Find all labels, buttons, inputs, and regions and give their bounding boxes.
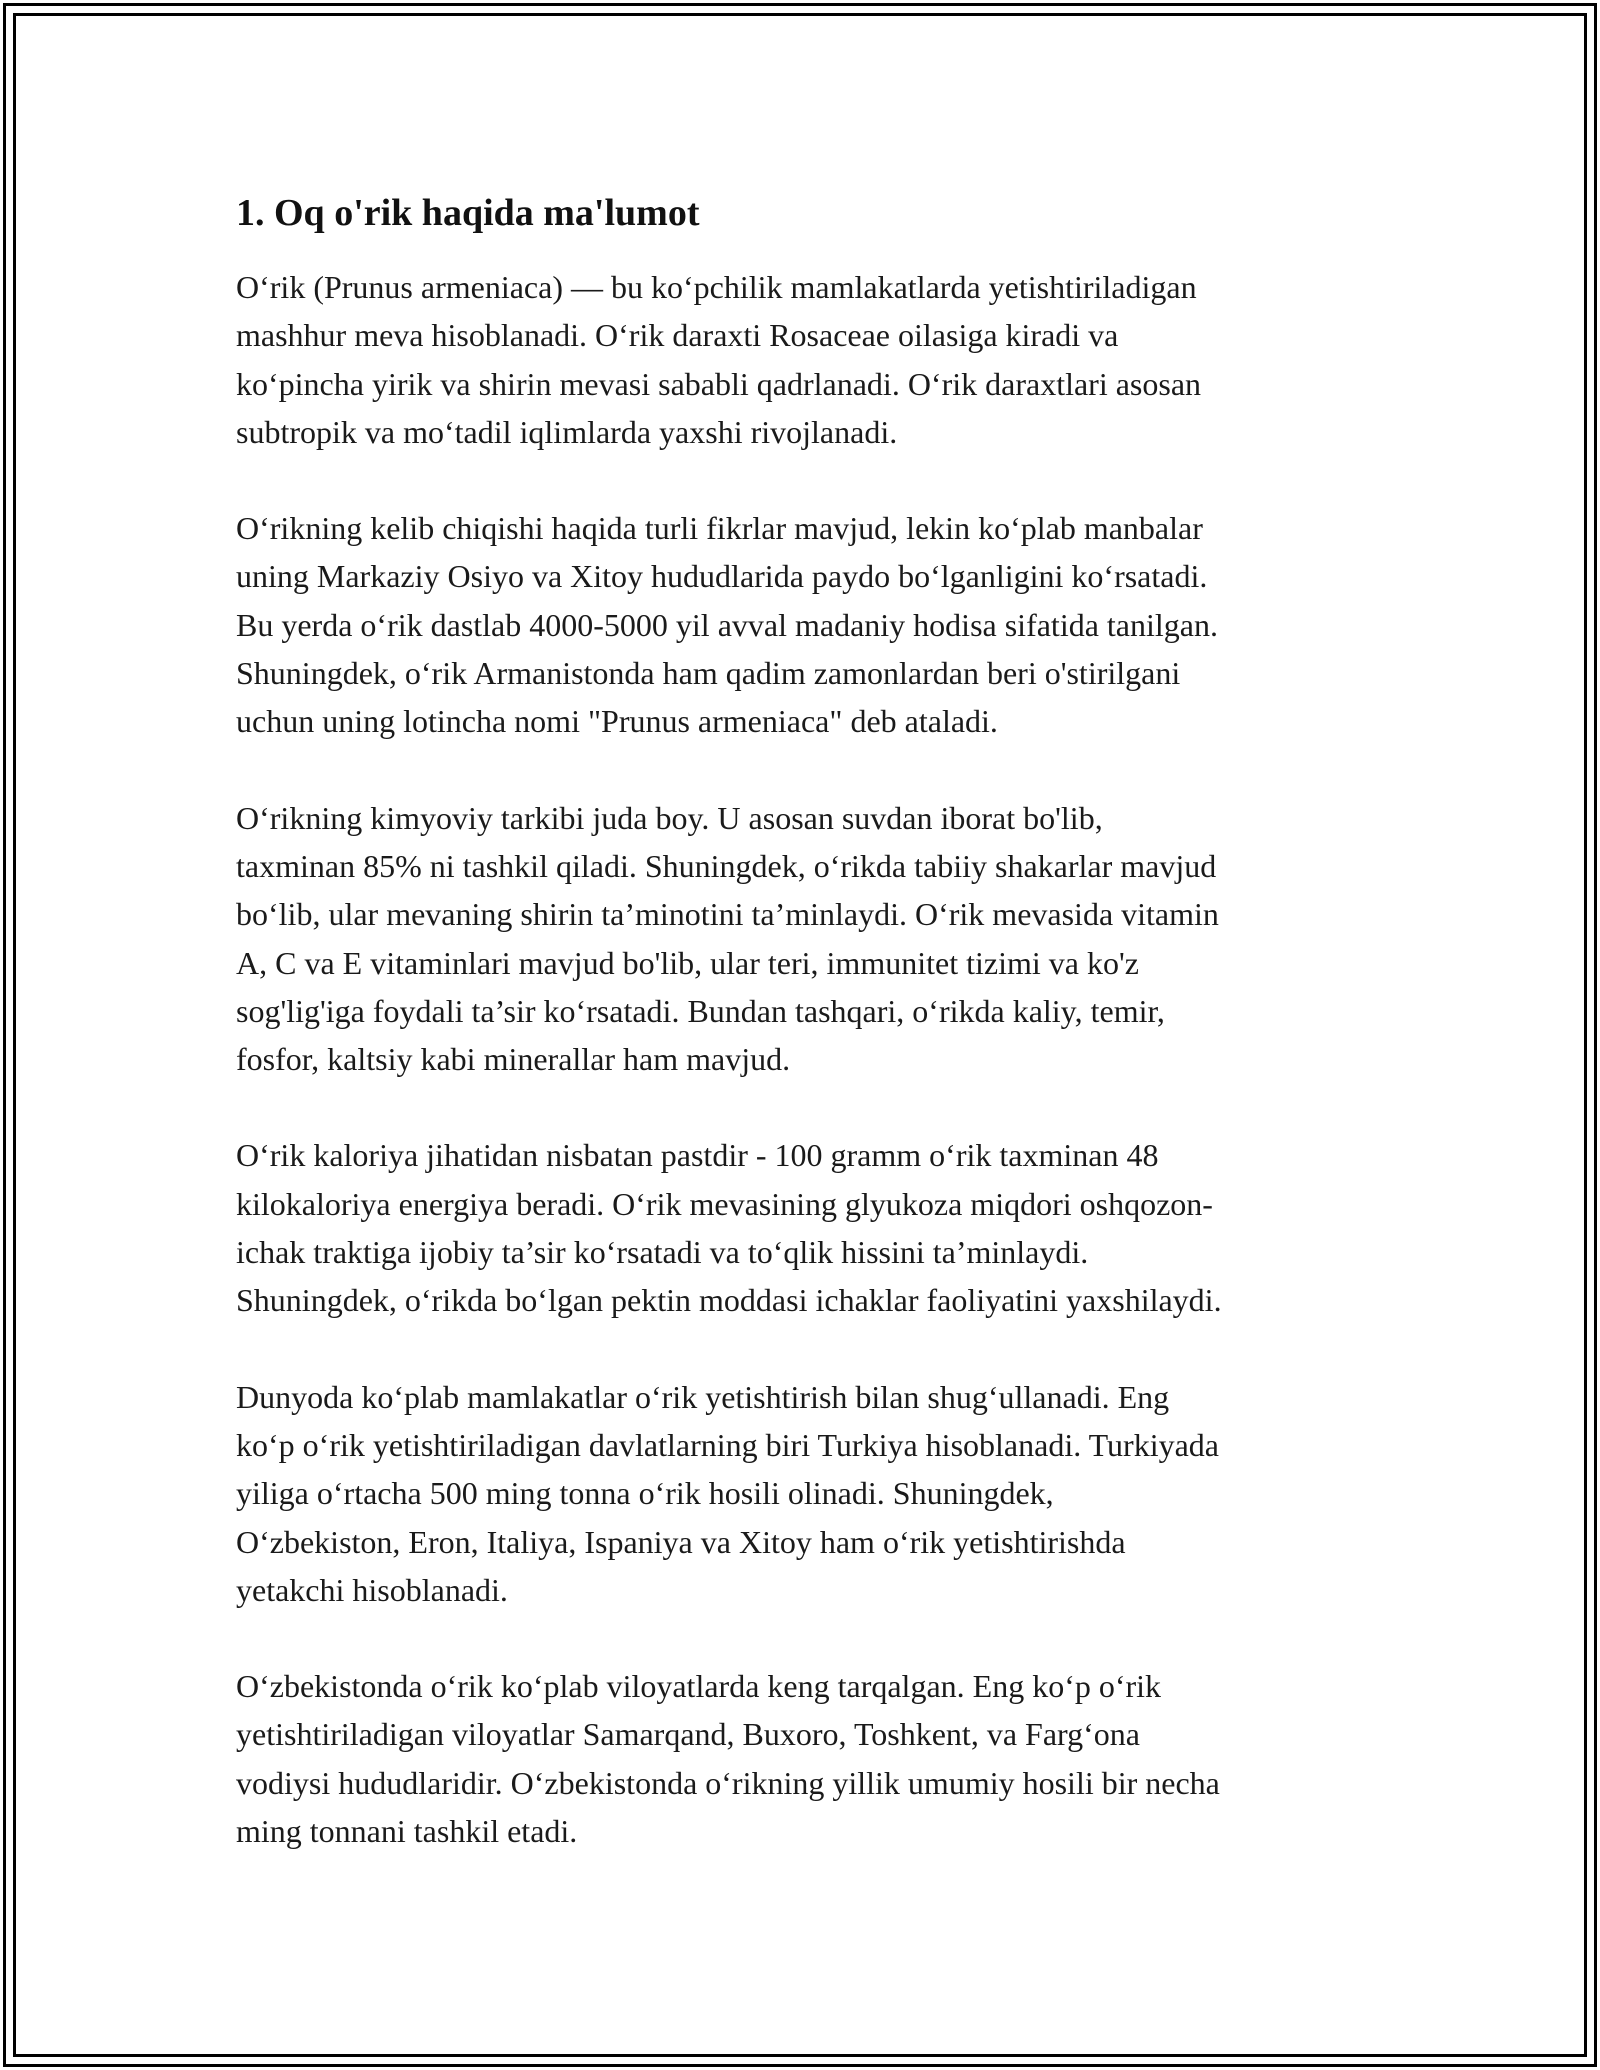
section-heading: 1. Oq o'rik haqida ma'lumot — [236, 192, 700, 234]
paragraph-uzbekistan: O‘zbekistonda o‘rik ko‘plab viloyatlarda keng tarqalgan. Eng ko‘p o‘rik yetishtiriladigan viloyatlar Samarqand, Buxoro, Toshkent, va Farg‘ona vodiysi hududlaridir. O‘zbekistonda o‘rikning yillik umumiy hosili bir necha ming tonnani tashkil etadi. — [236, 1668, 1220, 1850]
paragraph-calories: O‘rik kaloriya jihatidan nisbatan pastdir - 100 gramm o‘rik taxminan 48 kilokaloriya energiya beradi. O‘rik mevasining glyukoza miqdori oshqozon- ichak traktiga ijobiy ta’sir ko‘rsatadi va to‘qlik hissini ta’minlaydi. Shuningdek, o‘rikda bo‘lgan pektin moddasi ichaklar faoliyatini yaxshilaydi. — [236, 1137, 1222, 1319]
paragraph-composition: O‘rikning kimyoviy tarkibi juda boy. U asosan suvdan iborat bo'lib, taxminan 85% ni tashkil qiladi. Shuningdek, o‘rikda tabiiy shakarlar mavjud bo‘lib, ular mevaning shirin ta’minotini ta’minlaydi. O‘rik mevasida vitamin A, C va E vitaminlari mavjud bo'lib, ular teri, immunitet tizimi va ko'z sog'lig'iga foydali ta’sir ko‘rsatadi. Bundan tashqari, o‘rikda kaliy, temir, fosfor, kaltsiy kabi minerallar ham mavjud. — [236, 799, 1219, 1078]
paragraph-world-production: Dunyoda ko‘plab mamlakatlar o‘rik yetishtirish bilan shug‘ullanadi. Eng ko‘p o‘rik yetishtiriladigan davlatlarning biri Turkiya hisoblanadi. Turkiyada yiliga o‘rtacha 500 ming tonna o‘rik hosili olinadi. Shuningdek, O‘zbekiston, Eron, Italiya, Ispaniya va Xitoy ham o‘rik yetishtirishda yetakchi hisoblanadi. — [236, 1378, 1219, 1608]
paragraph-origin: O‘rikning kelib chiqishi haqida turli fikrlar mavjud, lekin ko‘plab manbalar uning Markaziy Osiyo va Xitoy hududlarida paydo bo‘lganligini ko‘rsatadi. Bu yerda o‘rik dastlab 4000-5000 yil avval madaniy hodisa sifatida tanilgan. Shuningdek, o‘rik Armanistonda ham qadim zamonlardan beri o'stirilgani uchun uning lotincha nomi "Prunus armeniaca" deb ataladi. — [236, 510, 1218, 740]
paragraph-intro: O‘rik (Prunus armeniaca) — bu ko‘pchilik mamlakatlarda yetishtiriladigan mashhur meva hisoblanadi. O‘rik daraxti Rosaceae oilasiga kiradi va ko‘pincha yirik va shirin mevasi sababli qadrlanadi. O‘rik daraxtlari asosan subtropik va mo‘tadil iqlimlarda yaxshi rivojlanadi. — [236, 269, 1202, 450]
document-body — [236, 188, 1386, 1903]
